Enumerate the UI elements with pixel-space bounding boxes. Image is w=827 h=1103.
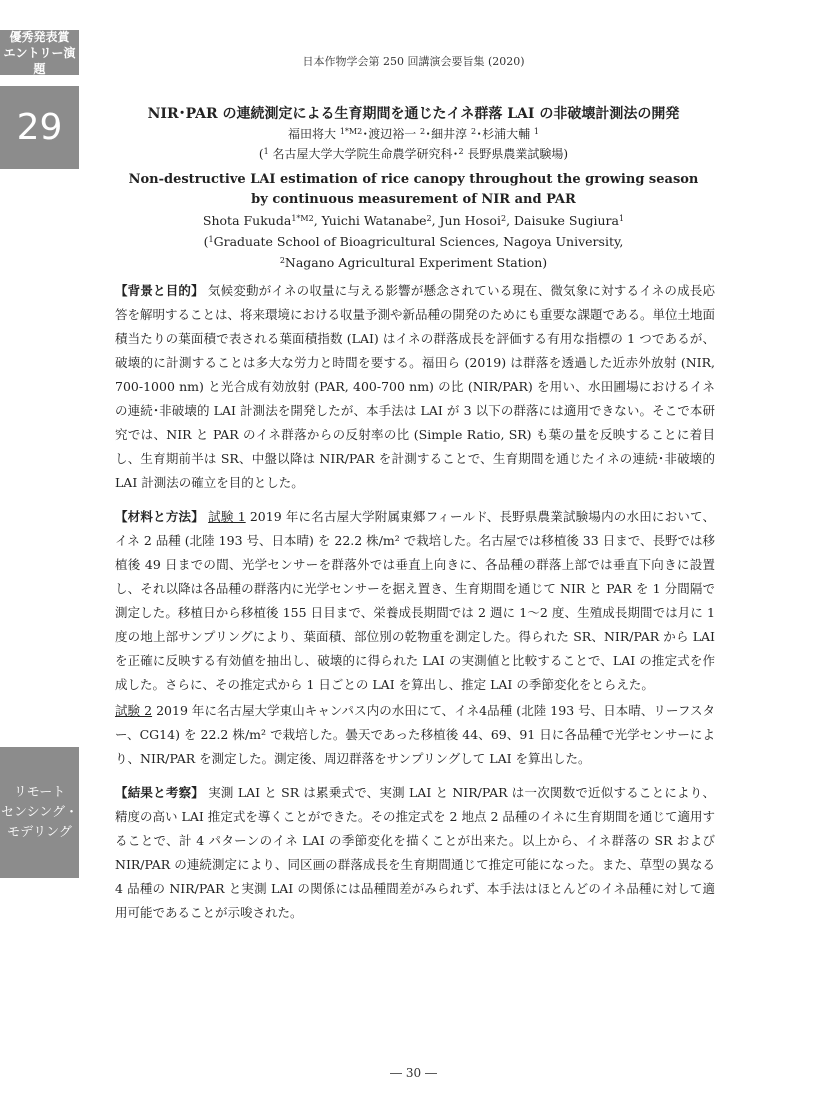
title-en [90,170,737,210]
title-en-line2: by continuous measurement of NIR and PAR [251,192,576,207]
affiliations-en-line2: $^2$Nagano Agricultural Experiment Station) [279,255,548,270]
running-header: 日本作物学会第 250 回講演会要旨集 (2020) [302,55,525,68]
affiliations-ja: ($^1$ 名古屋大学大学院生命農学研究科･$^2$ 長野県農業試験場) [258,147,569,161]
award-tab-line1: 優秀発表賞 [9,29,70,44]
category-line1: リモート [13,784,66,800]
methods-heading: 【材料と方法】 [115,509,204,524]
results-paragraph [115,781,715,925]
abstract-number: 29 [16,107,63,148]
results-heading: 【結果と考察】 [115,785,205,800]
category-line2: センシング・ [0,804,79,820]
results-text: 実測 LAI と SR は累乗式で、実測 LAI と NIR/PAR は一次関数で近似することにより、精度の高い LAI 推定式を導くことができた。その推定式を 2 地点 2 品種のイネに生育期間を通じて適用することで、計 4 パターンのイネ LAI の季節変化を描くことが出来た。以上から、イネ群落の SR および NIR/PAR の連続測定により、同区画の群落成長を生育期間通じて推定可能になった。また、草型の異なる 4 品種の NIR/PAR と実測 LAI の関係には品種間差がみられず、本手法はほとんどのイネ品種に対して適用可能であることが示唆された。 [115,785,715,920]
award-tab-line2: エントリー演題 [3,45,76,76]
background-text: 気候変動がイネの収量に与える影響が懸念されている現在、微気象に対するイネの成長応答を解明することは、将来環境における収量予測や新品種の開発のためにも重要な課題である。単位土地面積当たりの葉面積で表される葉面積指数 (LAI) はイネの群落成長を評価する有用な指標の 1 つであるが、破壊的に計測することは多大な労力と時間を要する。福田ら (2019) は群落を透過した近赤外放射 (NIR, 700-1000 nm) と光合成有効放射 (PAR, 400-700 nm) の比 (NIR/PAR) を用い、水田圃場におけるイネの連続･非破壊的 LAI 計測法を開発したが、本手法は LAI が 3 以下の群落には適用できない。そこで本研究では、NIR と PAR のイネ群落からの反射率の比 (Simple Ratio, SR) も葉の量を反映することに着目し、生育期前半は SR、中盤以降は NIR/PAR を計測することで、生育期間を通じたイネの連続･非破壊的 LAI 計測法の確立を目的とした。 [115,283,716,490]
experiment1-label: 試験 1 [208,509,246,524]
experiment2-paragraph [115,699,715,771]
page-number: ― 30 ― [390,1066,437,1080]
affiliations-en-line1: ($^1$Graduate School of Bioagricultural Sciences, Nagoya University, [203,234,624,249]
background-paragraph [115,279,715,495]
background-heading: 【背景と目的】 [115,283,204,298]
methods-paragraph [115,505,715,697]
experiment2-text: 2019 年に名古屋大学東山キャンパス内の水田にて、イネ4品種 (北陸 193 号、日本晴、リーフスター、CG14) を 22.2 株/m² で栽培した。曇天であった移植後 44、69、91 日に各品種で光学センサーにより、NIR/PAR を測定した。測定後、周辺群落をサンプリングして LAI を算出した。 [115,703,715,766]
experiment2-label: 試験 2 [115,703,153,718]
authors-ja: 福田将大 $^{1*M2}$･渡辺裕一 $^2$･細井淳 $^2$･杉浦大輔 $^1$ [288,127,539,141]
authors-en: Shota Fukuda$^{1*M2}$, Yuichi Watanabe$^2$, Jun Hosoi$^2$, Daisuke Sugiura$^1$ [202,213,625,228]
title-en-line1: Non-destructive LAI estimation of rice canopy throughout the growing season [128,172,699,187]
category-line3: モデリング [7,824,72,840]
title-block [90,105,737,273]
abstract-number-tab [0,86,79,169]
title-ja: NIR･PAR の連続測定による生育期間を通じたイネ群落 LAI の非破壊計測法の開発 [147,106,680,122]
experiment1-text: 2019 年に名古屋大学附属東郷フィールド、長野県農業試験場内の水田において、イネ 2 品種 (北陸 193 号、日本晴) を 22.2 株/m² で栽培した。名古屋では移植後 33 日まで、長野では移植後 49 日までの間、光学センサーを群落外では垂直上向きに、各品種の群落上部では垂直下向きに設置し、それ以降は各品種の群落内に光学センサーを据え置き、生育期間を通じて NIR と PAR を 1 分間隔で測定した。移植日から移植後 155 日目まで、栄養成長期間では 2 週に 1〜2 度、生殖成長期間では月に 1 度の地上部サンプリングにより、葉面積、部位別の乾物重を測定した。得られた SR、NIR/PAR から LAI を正確に反映する有効値を抽出し、破壊的に得られた LAI の実測値と比較することで、LAI の推定式を作成した。さらに、その推定式から 1 日ごとの LAI を算出し、推定 LAI の季節変化をとらえた。 [115,509,715,692]
abstract-body [115,279,715,935]
category-tab [0,747,79,878]
